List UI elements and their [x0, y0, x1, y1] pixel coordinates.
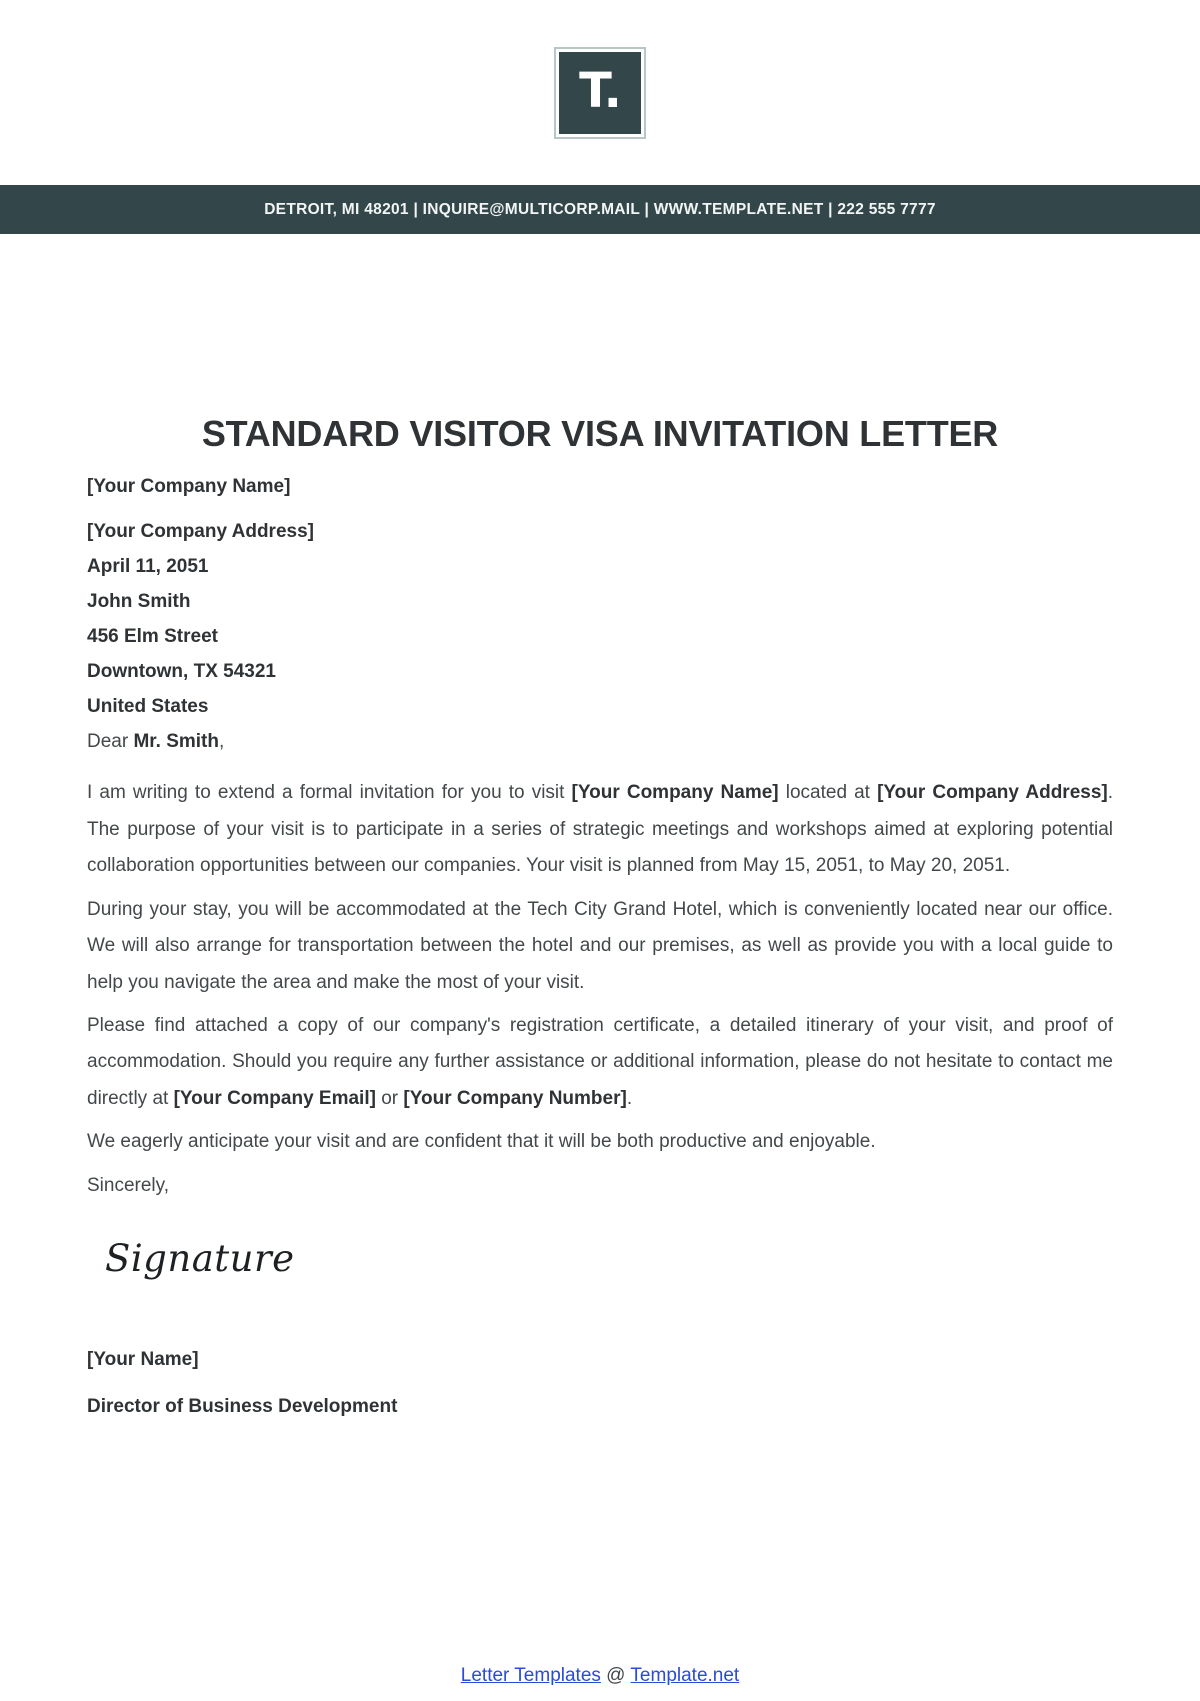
signature-image: Signature — [105, 1237, 295, 1281]
paragraph-1-bold-2: [Your Company Address] — [877, 782, 1108, 804]
signer-name: [Your Name] — [87, 1349, 199, 1371]
paragraph-4: We eagerly anticipate your visit and are confident that it will be both productive and enjoyable. — [87, 1131, 876, 1153]
sign-off-block — [87, 1350, 1113, 1416]
paragraph-1-part-3: . The purpose of your visit is to participate in a series of strategic meetings and workshops aimed at exploring potential collaboration opportunities between our companies. Your visit is planned from May 15, 2051, to May 20, 2051. — [87, 782, 1113, 877]
sender-company-name: [Your Company Name] — [87, 476, 291, 498]
salutation — [87, 732, 1113, 751]
recipient-name: John Smith — [87, 591, 191, 613]
logo-band — [0, 0, 1200, 185]
template-net-link[interactable]: Template.net — [630, 1665, 740, 1686]
recipient-street: 456 Elm Street — [87, 626, 218, 648]
paragraph-3-part-2: or — [375, 1087, 404, 1109]
letter-date: April 11, 2051 — [87, 556, 209, 578]
footer-separator: @ — [600, 1665, 631, 1686]
footer-attribution — [0, 1665, 1200, 1687]
signer-title: Director of Business Development — [87, 1396, 398, 1418]
paragraph-3 — [87, 1008, 1113, 1117]
letter-templates-link[interactable]: Letter Templates — [460, 1665, 601, 1686]
recipient-country: United States — [87, 696, 209, 718]
paragraph-1-part-2: located at — [778, 782, 878, 804]
salutation-suffix: , — [218, 731, 225, 753]
template-net-logo-icon — [556, 49, 644, 137]
paragraph-3-part-3: . — [626, 1087, 633, 1109]
sender-company-address: [Your Company Address] — [87, 521, 314, 543]
paragraph-3-part-1: Please find attached a copy of our company's registration certificate, a detailed itinerary of your visit, and proof of accommodation. Should you require any further assistance or additional information, please do not hesitate to contact me directly at — [87, 1015, 1113, 1109]
salutation-prefix: Dear — [87, 731, 134, 753]
contact-bar — [0, 185, 1200, 234]
letter-body — [0, 234, 1200, 1416]
salutation-name: Mr. Smith — [133, 731, 219, 753]
logo-glyph: T. — [579, 62, 621, 119]
paragraph-2: During your stay, you will be accommodated at the Tech City Grand Hotel, which is conveniently located near our office. We will also arrange for transportation between the hotel and our premises, as well as provide you with a local guide to help you navigate the area and make the most of your visit. — [87, 898, 1113, 993]
paragraph-1-part-1: I am writing to extend a formal invitation for you to visit — [87, 782, 572, 804]
recipient-city-state-zip: Downtown, TX 54321 — [87, 661, 276, 683]
contact-info-text: DETROIT, MI 48201 | INQUIRE@MULTICORP.MAIL | WWW.TEMPLATE.NET | 222 555 7777 — [264, 200, 936, 218]
paragraph-3-bold-2: [Your Company Number] — [403, 1087, 627, 1109]
paragraph-1 — [87, 775, 1113, 884]
page-title: STANDARD VISITOR VISA INVITATION LETTER — [201, 413, 999, 454]
paragraph-3-bold-1: [Your Company Email] — [173, 1087, 376, 1109]
signature-area — [87, 1237, 1113, 1344]
paragraph-1-bold-1: [Your Company Name] — [571, 782, 779, 804]
closing-line: Sincerely, — [87, 1174, 170, 1196]
sender-block — [87, 477, 1113, 716]
